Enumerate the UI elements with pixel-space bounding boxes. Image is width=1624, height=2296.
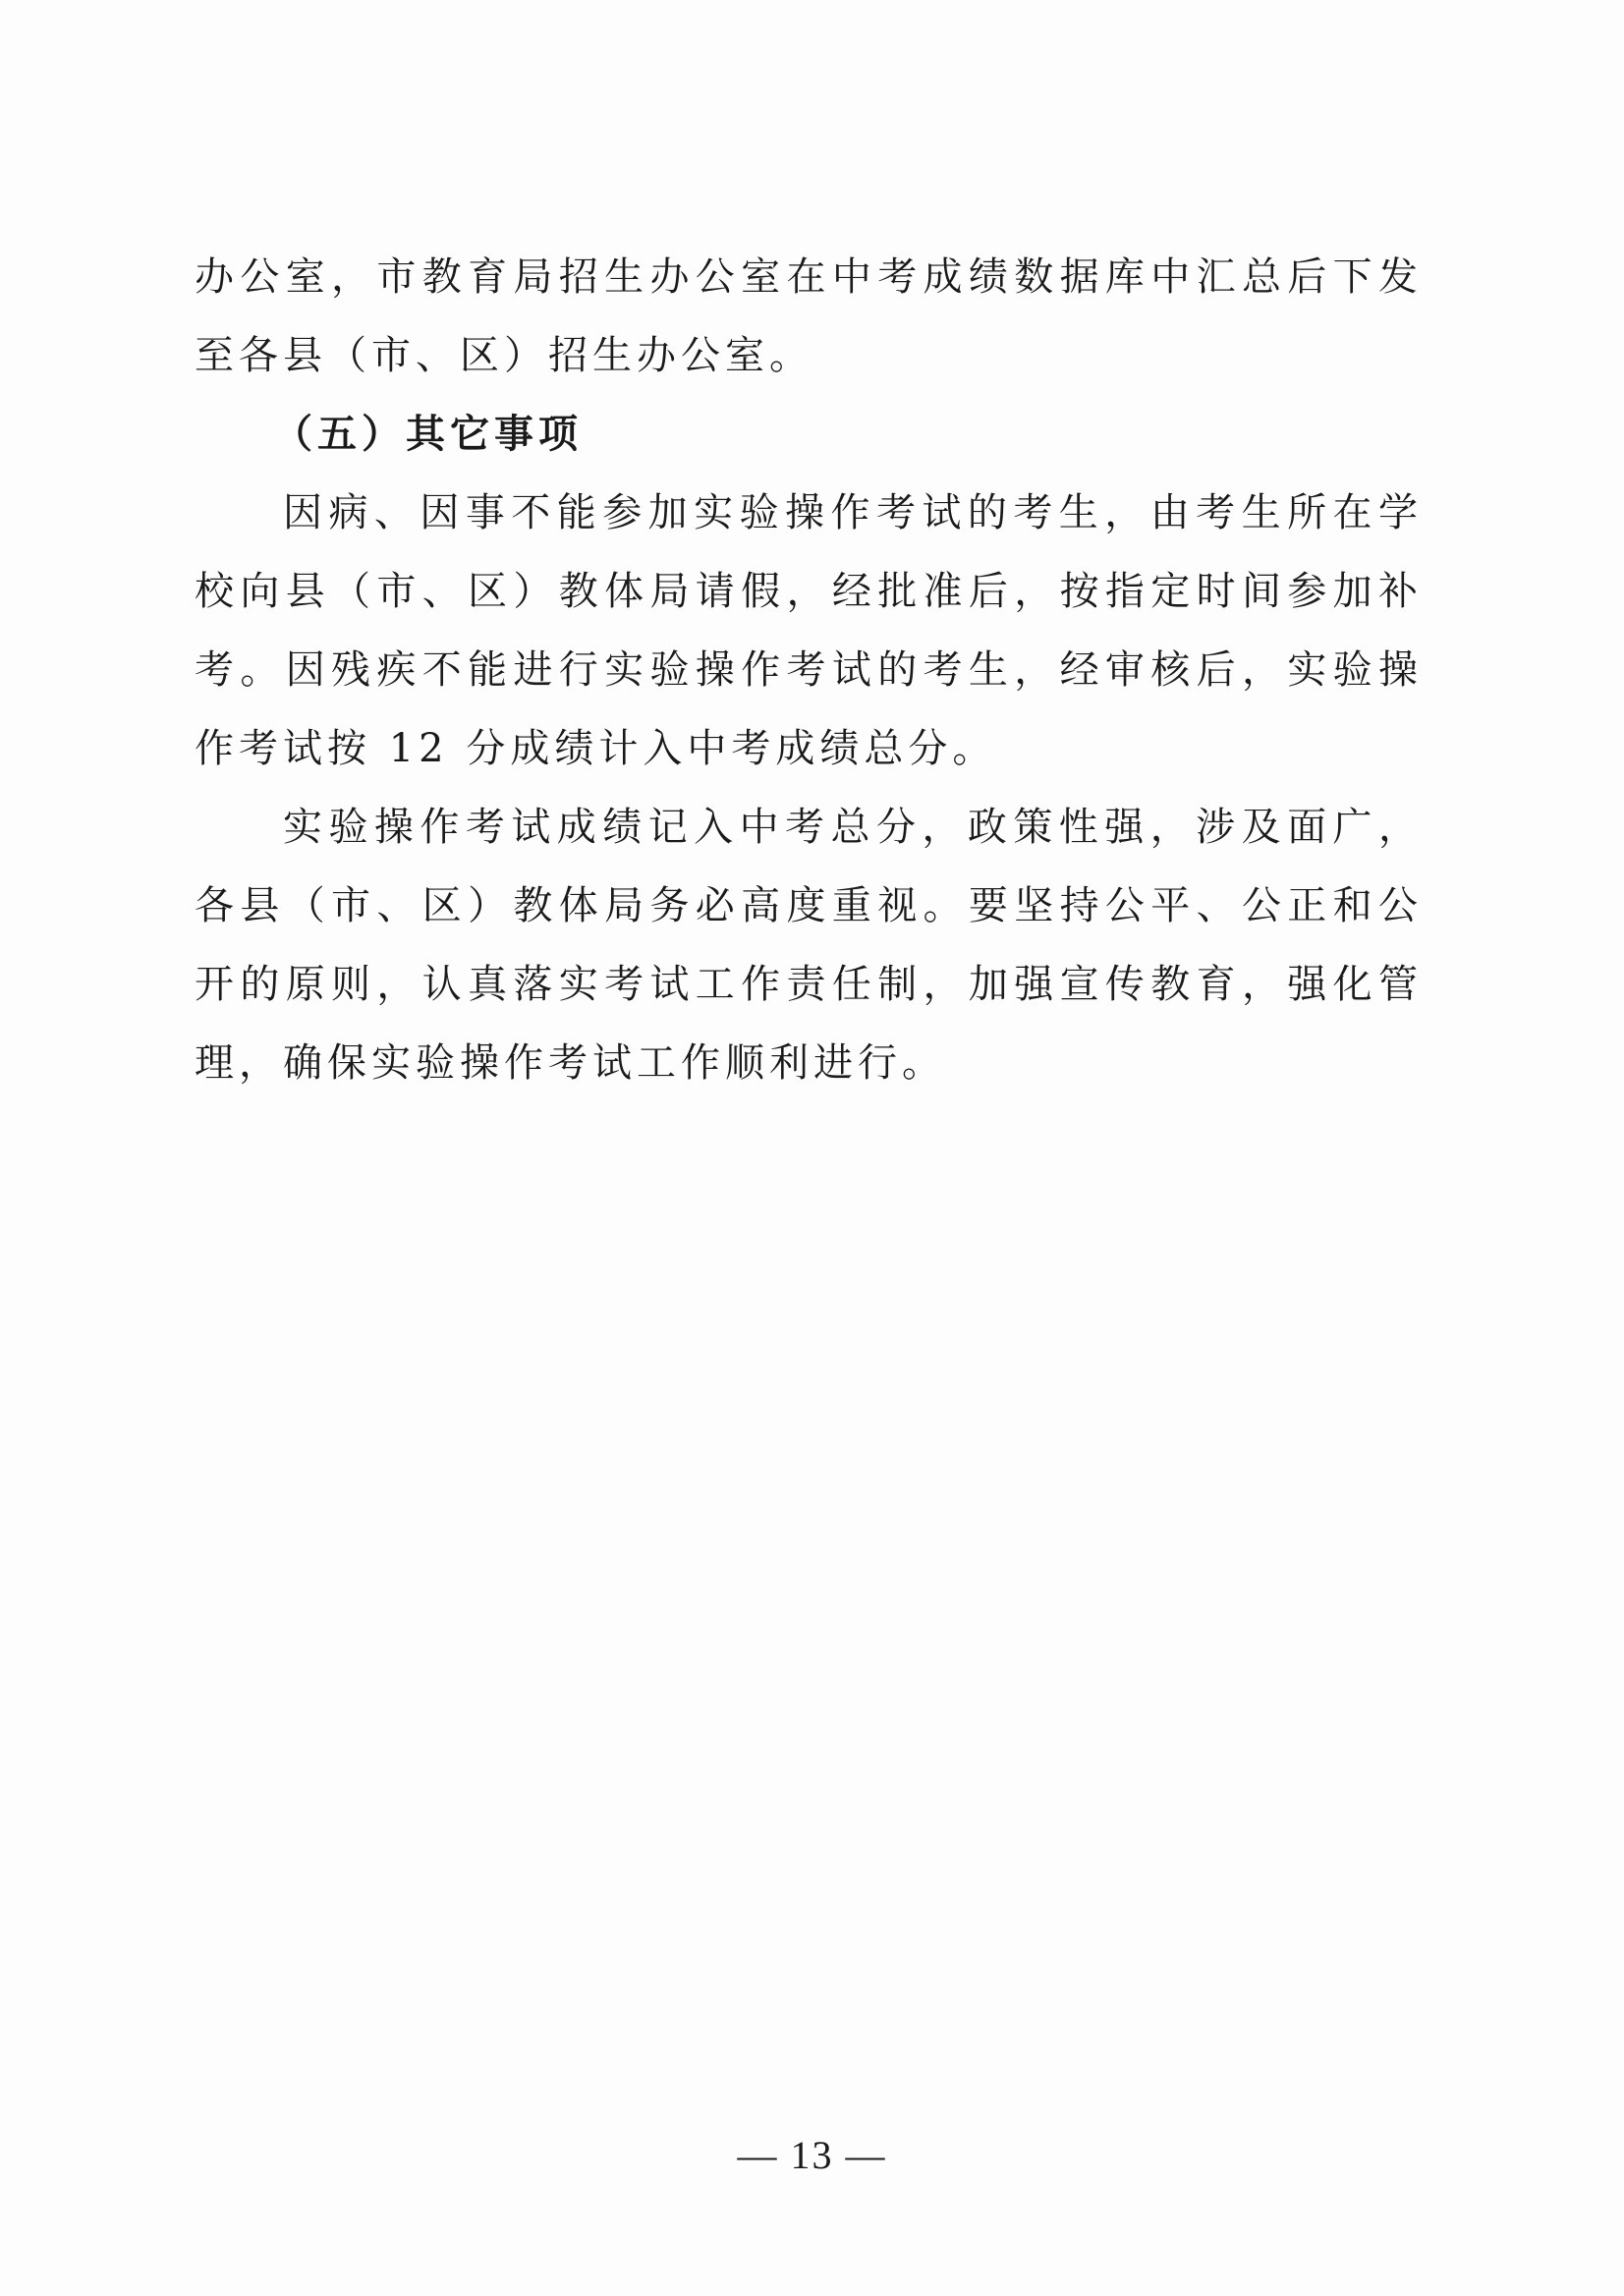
paragraph-continuation: 办公室，市教育局招生办公室在中考成绩数据库中汇总后下发至各县（市、区）招生办公室。 xyxy=(195,254,1423,378)
paragraph-importance-note: 实验操作考试成绩记入中考总分，政策性强，涉及面广，各县（市、区）教体局务必高度重视。要坚持公平、公正和公开的原则，认真落实考试工作责任制，加强宣传教育，强化管理，确保实验操作考试工作顺利进行。 xyxy=(195,805,1423,1086)
paragraph-absence-rule: 因病、因事不能参加实验操作考试的考生，由考生所在学校向县（市、区）教体局请假，经批准后，按指定时间参加补考。因残疾不能进行实验操作考试的考生，经审核后，实验操作考试按 12 分成绩计入中考成绩总分。 xyxy=(195,490,1423,771)
page-number: — 13 — xyxy=(737,2133,887,2177)
section-heading: （五）其它事项 xyxy=(273,411,583,457)
document-body xyxy=(195,238,1423,1102)
